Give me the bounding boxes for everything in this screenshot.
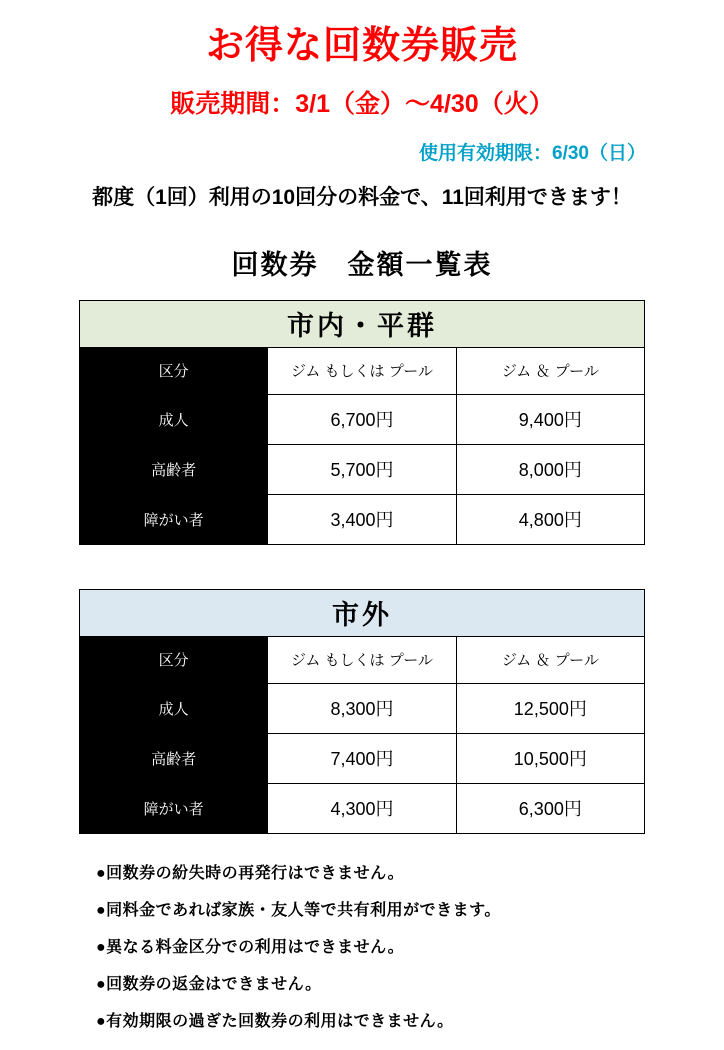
valid-until-text: 使用有効期限：6/30（日） xyxy=(419,142,646,164)
table-title: 市外 xyxy=(80,589,645,636)
cell-senior-gym-or-pool: 7,400円 xyxy=(268,733,456,783)
table-row xyxy=(80,683,645,733)
row-label-senior: 高齢者 xyxy=(80,444,268,494)
table-row xyxy=(80,444,645,494)
row-label-adult: 成人 xyxy=(80,394,268,444)
notes-list xyxy=(96,860,724,1031)
table-row xyxy=(80,783,645,833)
list-item: ●同料金であれば家族・友人等で共有利用ができます。 xyxy=(96,901,501,919)
row-label-adult: 成人 xyxy=(80,683,268,733)
table-title: 市内・平群 xyxy=(80,300,645,347)
table-row xyxy=(80,394,645,444)
table-header-row xyxy=(80,347,645,394)
row-label-senior: 高齢者 xyxy=(80,733,268,783)
cell-adult-gym-or-pool: 8,300円 xyxy=(268,683,456,733)
row-label-disabled: 障がい者 xyxy=(80,783,268,833)
cell-disabled-gym-and-pool: 6,300円 xyxy=(456,783,644,833)
cell-adult-gym-or-pool: 6,700円 xyxy=(268,394,456,444)
cell-disabled-gym-or-pool: 3,400円 xyxy=(268,494,456,544)
poster-page xyxy=(0,26,724,1050)
row-label-disabled: 障がい者 xyxy=(80,494,268,544)
page-title: お得な回数券販売 xyxy=(205,25,518,67)
list-item: ●有効期限の過ぎた回数券の利用はできません。 xyxy=(96,1012,454,1030)
table-title-row xyxy=(80,300,645,347)
cell-senior-gym-or-pool: 5,700円 xyxy=(268,444,456,494)
column-header-gym-and-pool: ジム ＆ プール xyxy=(456,347,644,394)
list-item: ●回数券の紛失時の再発行はできません。 xyxy=(96,864,405,882)
column-header-gym-and-pool: ジム ＆ プール xyxy=(456,636,644,683)
cell-disabled-gym-or-pool: 4,300円 xyxy=(268,783,456,833)
price-table-shigai xyxy=(79,589,645,834)
sale-period-text: 販売期間：3/1（金）～4/30（火） xyxy=(170,89,554,118)
column-header-category: 区分 xyxy=(80,636,268,683)
column-header-gym-or-pool: ジム もしくは プール xyxy=(268,636,456,683)
cell-senior-gym-and-pool: 10,500円 xyxy=(456,733,644,783)
table-header-row xyxy=(80,636,645,683)
table-title-row xyxy=(80,589,645,636)
price-table-shinai xyxy=(79,300,645,545)
cell-disabled-gym-and-pool: 4,800円 xyxy=(456,494,644,544)
cell-adult-gym-and-pool: 9,400円 xyxy=(456,394,644,444)
cell-adult-gym-and-pool: 12,500円 xyxy=(456,683,644,733)
list-item: ●回数券の返金はできません。 xyxy=(96,975,322,993)
list-item: ●異なる料金区分での利用はできません。 xyxy=(96,938,405,956)
price-table-heading: 回数券 金額一覧表 xyxy=(231,249,493,280)
column-header-gym-or-pool: ジム もしくは プール xyxy=(268,347,456,394)
lead-description: 都度（1回）利用の10回分の料金で、11回利用できます！ xyxy=(92,185,632,209)
table-row xyxy=(80,733,645,783)
column-header-category: 区分 xyxy=(80,347,268,394)
cell-senior-gym-and-pool: 8,000円 xyxy=(456,444,644,494)
table-row xyxy=(80,494,645,544)
